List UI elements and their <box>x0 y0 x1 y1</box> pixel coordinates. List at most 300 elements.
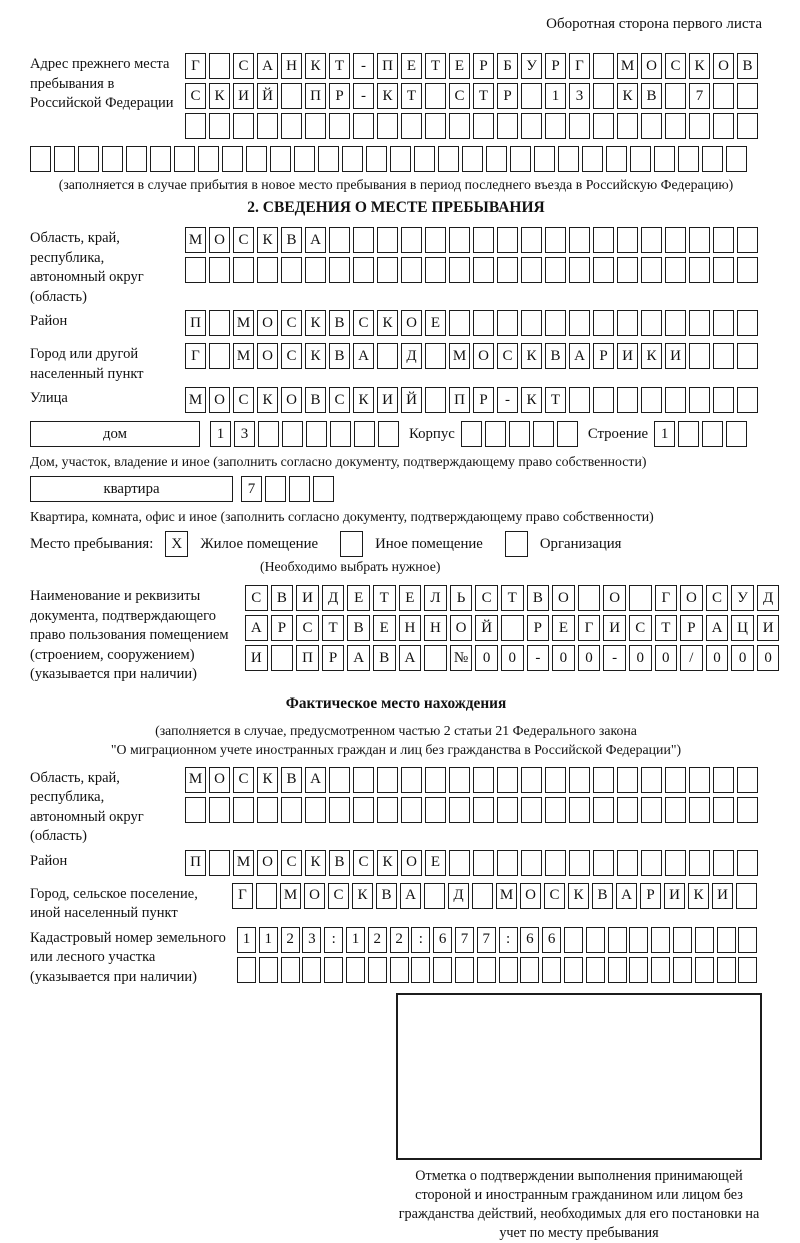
char-cell[interactable] <box>665 113 686 139</box>
char-cell[interactable] <box>545 113 566 139</box>
char-cell[interactable]: К <box>521 387 542 413</box>
char-cell[interactable] <box>545 850 566 876</box>
char-cell[interactable] <box>390 146 411 172</box>
char-cell[interactable] <box>593 113 614 139</box>
char-cell[interactable]: - <box>353 53 374 79</box>
char-cell[interactable] <box>368 957 387 983</box>
char-cell[interactable]: О <box>713 53 734 79</box>
char-cell[interactable]: : <box>411 927 430 953</box>
char-cell[interactable] <box>737 797 758 823</box>
char-cell[interactable] <box>569 257 590 283</box>
char-cell[interactable] <box>689 767 710 793</box>
char-cell[interactable]: - <box>497 387 518 413</box>
char-cell[interactable]: Й <box>257 83 278 109</box>
char-cell[interactable] <box>342 146 363 172</box>
char-cell[interactable] <box>593 797 614 823</box>
char-cell[interactable]: К <box>257 767 278 793</box>
char-cell[interactable] <box>30 146 51 172</box>
char-cell[interactable]: И <box>665 343 686 369</box>
char-cell[interactable] <box>569 797 590 823</box>
char-cell[interactable]: С <box>233 387 254 413</box>
char-cell[interactable]: О <box>401 850 422 876</box>
char-cell[interactable] <box>233 113 254 139</box>
char-cell[interactable]: М <box>449 343 470 369</box>
char-cell[interactable] <box>545 767 566 793</box>
char-cell[interactable]: К <box>352 883 373 909</box>
char-cell[interactable]: 7 <box>689 83 710 109</box>
char-cell[interactable] <box>534 146 555 172</box>
char-cell[interactable]: О <box>473 343 494 369</box>
char-cell[interactable] <box>150 146 171 172</box>
char-cell[interactable]: К <box>305 53 326 79</box>
char-cell[interactable]: Г <box>185 53 206 79</box>
char-cell[interactable] <box>237 957 256 983</box>
char-cell[interactable]: И <box>664 883 685 909</box>
char-cell[interactable] <box>449 257 470 283</box>
char-cell[interactable]: О <box>603 585 626 611</box>
char-cell[interactable]: С <box>281 310 302 336</box>
char-cell[interactable] <box>473 310 494 336</box>
char-cell[interactable] <box>737 257 758 283</box>
char-cell[interactable] <box>256 883 277 909</box>
char-cell[interactable]: Т <box>322 615 345 641</box>
char-cell[interactable] <box>521 83 542 109</box>
char-cell[interactable]: С <box>245 585 268 611</box>
char-cell[interactable]: М <box>185 227 206 253</box>
char-cell[interactable] <box>564 957 583 983</box>
char-cell[interactable] <box>569 850 590 876</box>
char-cell[interactable]: У <box>731 585 754 611</box>
char-cell[interactable]: О <box>209 767 230 793</box>
char-cell[interactable] <box>302 957 321 983</box>
char-cell[interactable]: 1 <box>259 927 278 953</box>
char-cell[interactable] <box>209 53 230 79</box>
char-cell[interactable] <box>377 113 398 139</box>
char-cell[interactable] <box>390 957 409 983</box>
char-cell[interactable] <box>702 146 723 172</box>
char-cell[interactable]: Р <box>497 83 518 109</box>
char-cell[interactable] <box>586 957 605 983</box>
char-cell[interactable]: Г <box>655 585 678 611</box>
char-cell[interactable] <box>593 83 614 109</box>
char-cell[interactable]: М <box>280 883 301 909</box>
char-cell[interactable]: В <box>373 645 396 671</box>
char-cell[interactable]: Т <box>545 387 566 413</box>
char-cell[interactable] <box>185 797 206 823</box>
char-cell[interactable]: О <box>257 343 278 369</box>
char-cell[interactable]: 2 <box>281 927 300 953</box>
char-cell[interactable] <box>510 146 531 172</box>
char-cell[interactable] <box>737 310 758 336</box>
char-cell[interactable]: А <box>616 883 637 909</box>
char-cell[interactable]: 0 <box>475 645 498 671</box>
char-cell[interactable] <box>558 146 579 172</box>
char-cell[interactable]: О <box>257 310 278 336</box>
char-cell[interactable]: С <box>233 767 254 793</box>
char-cell[interactable] <box>329 797 350 823</box>
char-cell[interactable]: 0 <box>501 645 524 671</box>
char-cell[interactable] <box>473 850 494 876</box>
char-cell[interactable]: Е <box>373 615 396 641</box>
char-cell[interactable] <box>353 767 374 793</box>
char-cell[interactable] <box>281 113 302 139</box>
char-cell[interactable]: В <box>737 53 758 79</box>
char-cell[interactable]: Е <box>552 615 575 641</box>
char-cell[interactable] <box>630 146 651 172</box>
char-cell[interactable]: Г <box>569 53 590 79</box>
char-cell[interactable] <box>329 767 350 793</box>
char-cell[interactable] <box>665 850 686 876</box>
char-cell[interactable]: 1 <box>545 83 566 109</box>
char-cell[interactable]: : <box>324 927 343 953</box>
char-cell[interactable] <box>557 421 578 447</box>
char-cell[interactable] <box>377 767 398 793</box>
char-cell[interactable] <box>289 476 310 502</box>
char-cell[interactable]: Р <box>545 53 566 79</box>
char-cell[interactable]: И <box>233 83 254 109</box>
char-cell[interactable] <box>330 421 351 447</box>
char-cell[interactable]: О <box>281 387 302 413</box>
char-cell[interactable]: - <box>603 645 626 671</box>
char-cell[interactable] <box>102 146 123 172</box>
char-cell[interactable]: К <box>305 343 326 369</box>
char-cell[interactable]: О <box>209 387 230 413</box>
char-cell[interactable] <box>472 883 493 909</box>
char-cell[interactable] <box>329 113 350 139</box>
char-cell[interactable]: Р <box>680 615 703 641</box>
char-cell[interactable] <box>425 387 446 413</box>
char-cell[interactable] <box>282 421 303 447</box>
char-cell[interactable] <box>738 927 757 953</box>
char-cell[interactable] <box>713 343 734 369</box>
char-cell[interactable]: В <box>641 83 662 109</box>
char-cell[interactable] <box>281 257 302 283</box>
char-cell[interactable]: Г <box>578 615 601 641</box>
char-cell[interactable] <box>486 146 507 172</box>
char-cell[interactable] <box>737 343 758 369</box>
char-cell[interactable] <box>542 957 561 983</box>
char-cell[interactable] <box>617 257 638 283</box>
char-cell[interactable]: К <box>689 53 710 79</box>
char-cell[interactable]: Р <box>473 53 494 79</box>
char-cell[interactable]: В <box>329 310 350 336</box>
char-cell[interactable] <box>233 797 254 823</box>
char-cell[interactable] <box>689 797 710 823</box>
char-cell[interactable] <box>126 146 147 172</box>
char-cell[interactable] <box>461 421 482 447</box>
stay-option-dwelling-checkbox[interactable]: X <box>165 531 188 557</box>
char-cell[interactable]: 2 <box>390 927 409 953</box>
char-cell[interactable] <box>497 257 518 283</box>
char-cell[interactable]: И <box>617 343 638 369</box>
char-cell[interactable] <box>545 310 566 336</box>
char-cell[interactable] <box>673 957 692 983</box>
char-cell[interactable] <box>209 797 230 823</box>
char-cell[interactable]: О <box>680 585 703 611</box>
char-cell[interactable] <box>678 421 699 447</box>
char-cell[interactable] <box>425 797 446 823</box>
char-cell[interactable]: Л <box>424 585 447 611</box>
char-cell[interactable]: 1 <box>237 927 256 953</box>
char-cell[interactable] <box>717 957 736 983</box>
char-cell[interactable]: Т <box>655 615 678 641</box>
char-cell[interactable]: И <box>377 387 398 413</box>
char-cell[interactable] <box>509 421 530 447</box>
char-cell[interactable] <box>641 850 662 876</box>
char-cell[interactable] <box>305 797 326 823</box>
char-cell[interactable] <box>521 227 542 253</box>
char-cell[interactable] <box>678 146 699 172</box>
char-cell[interactable] <box>564 927 583 953</box>
char-cell[interactable]: Д <box>401 343 422 369</box>
char-cell[interactable] <box>259 957 278 983</box>
char-cell[interactable] <box>473 113 494 139</box>
char-cell[interactable]: С <box>329 387 350 413</box>
char-cell[interactable] <box>651 927 670 953</box>
char-cell[interactable]: С <box>353 310 374 336</box>
char-cell[interactable]: Н <box>424 615 447 641</box>
char-cell[interactable] <box>665 767 686 793</box>
char-cell[interactable] <box>449 767 470 793</box>
stay-option-other-premises-checkbox[interactable] <box>340 531 363 557</box>
char-cell[interactable]: С <box>233 227 254 253</box>
char-cell[interactable]: Д <box>322 585 345 611</box>
char-cell[interactable] <box>737 850 758 876</box>
char-cell[interactable] <box>689 113 710 139</box>
char-cell[interactable] <box>689 343 710 369</box>
char-cell[interactable] <box>497 227 518 253</box>
char-cell[interactable]: С <box>544 883 565 909</box>
char-cell[interactable]: О <box>641 53 662 79</box>
char-cell[interactable] <box>462 146 483 172</box>
char-cell[interactable] <box>449 227 470 253</box>
char-cell[interactable]: Н <box>281 53 302 79</box>
char-cell[interactable] <box>294 146 315 172</box>
char-cell[interactable]: 2 <box>368 927 387 953</box>
char-cell[interactable] <box>737 83 758 109</box>
char-cell[interactable] <box>521 767 542 793</box>
char-cell[interactable]: К <box>305 310 326 336</box>
char-cell[interactable] <box>185 113 206 139</box>
char-cell[interactable]: В <box>592 883 613 909</box>
char-cell[interactable]: П <box>185 850 206 876</box>
char-cell[interactable]: М <box>233 850 254 876</box>
char-cell[interactable]: С <box>296 615 319 641</box>
char-cell[interactable]: Т <box>373 585 396 611</box>
char-cell[interactable] <box>665 227 686 253</box>
char-cell[interactable]: И <box>712 883 733 909</box>
char-cell[interactable] <box>586 927 605 953</box>
char-cell[interactable]: А <box>399 645 422 671</box>
char-cell[interactable] <box>265 476 286 502</box>
char-cell[interactable] <box>377 257 398 283</box>
char-cell[interactable] <box>606 146 627 172</box>
char-cell[interactable]: К <box>257 227 278 253</box>
char-cell[interactable]: К <box>209 83 230 109</box>
char-cell[interactable] <box>401 113 422 139</box>
char-cell[interactable]: Р <box>473 387 494 413</box>
char-cell[interactable]: С <box>281 850 302 876</box>
char-cell[interactable]: Е <box>425 850 446 876</box>
char-cell[interactable] <box>449 113 470 139</box>
char-cell[interactable]: К <box>377 310 398 336</box>
char-cell[interactable]: М <box>496 883 517 909</box>
char-cell[interactable] <box>569 310 590 336</box>
char-cell[interactable] <box>641 797 662 823</box>
char-cell[interactable] <box>209 257 230 283</box>
char-cell[interactable] <box>665 83 686 109</box>
char-cell[interactable]: Й <box>401 387 422 413</box>
char-cell[interactable] <box>593 310 614 336</box>
char-cell[interactable]: С <box>497 343 518 369</box>
char-cell[interactable]: - <box>527 645 550 671</box>
char-cell[interactable] <box>501 615 524 641</box>
char-cell[interactable]: 3 <box>234 421 255 447</box>
char-cell[interactable]: М <box>617 53 638 79</box>
char-cell[interactable]: М <box>185 387 206 413</box>
char-cell[interactable] <box>673 927 692 953</box>
char-cell[interactable] <box>318 146 339 172</box>
char-cell[interactable]: : <box>499 927 518 953</box>
char-cell[interactable]: Ь <box>450 585 473 611</box>
char-cell[interactable] <box>593 53 614 79</box>
char-cell[interactable] <box>449 850 470 876</box>
char-cell[interactable]: 0 <box>629 645 652 671</box>
char-cell[interactable] <box>593 767 614 793</box>
char-cell[interactable]: Б <box>497 53 518 79</box>
char-cell[interactable] <box>533 421 554 447</box>
char-cell[interactable] <box>353 227 374 253</box>
char-cell[interactable] <box>593 227 614 253</box>
char-cell[interactable]: П <box>449 387 470 413</box>
char-cell[interactable]: О <box>304 883 325 909</box>
char-cell[interactable]: М <box>233 343 254 369</box>
char-cell[interactable]: М <box>185 767 206 793</box>
char-cell[interactable]: К <box>305 850 326 876</box>
char-cell[interactable] <box>473 797 494 823</box>
char-cell[interactable] <box>473 257 494 283</box>
char-cell[interactable] <box>477 957 496 983</box>
char-cell[interactable]: А <box>347 645 370 671</box>
char-cell[interactable] <box>425 767 446 793</box>
char-cell[interactable]: П <box>305 83 326 109</box>
char-cell[interactable] <box>569 387 590 413</box>
char-cell[interactable] <box>257 797 278 823</box>
char-cell[interactable]: И <box>296 585 319 611</box>
char-cell[interactable] <box>713 227 734 253</box>
char-cell[interactable]: С <box>233 53 254 79</box>
char-cell[interactable] <box>425 113 446 139</box>
char-cell[interactable] <box>641 227 662 253</box>
char-cell[interactable] <box>353 797 374 823</box>
char-cell[interactable]: Р <box>640 883 661 909</box>
char-cell[interactable] <box>578 585 601 611</box>
char-cell[interactable] <box>738 957 757 983</box>
char-cell[interactable] <box>713 850 734 876</box>
char-cell[interactable] <box>521 113 542 139</box>
char-cell[interactable]: Р <box>329 83 350 109</box>
char-cell[interactable] <box>401 227 422 253</box>
char-cell[interactable] <box>629 957 648 983</box>
char-cell[interactable] <box>281 797 302 823</box>
char-cell[interactable] <box>473 227 494 253</box>
char-cell[interactable] <box>641 310 662 336</box>
char-cell[interactable]: В <box>281 227 302 253</box>
char-cell[interactable] <box>258 421 279 447</box>
char-cell[interactable] <box>473 767 494 793</box>
char-cell[interactable] <box>497 767 518 793</box>
char-cell[interactable]: Е <box>347 585 370 611</box>
char-cell[interactable] <box>306 421 327 447</box>
char-cell[interactable]: 7 <box>455 927 474 953</box>
char-cell[interactable] <box>497 850 518 876</box>
char-cell[interactable]: Г <box>185 343 206 369</box>
char-cell[interactable] <box>346 957 365 983</box>
char-cell[interactable]: А <box>400 883 421 909</box>
char-cell[interactable] <box>411 957 430 983</box>
char-cell[interactable] <box>222 146 243 172</box>
char-cell[interactable] <box>401 797 422 823</box>
char-cell[interactable] <box>449 310 470 336</box>
char-cell[interactable] <box>713 387 734 413</box>
char-cell[interactable] <box>438 146 459 172</box>
char-cell[interactable] <box>305 113 326 139</box>
char-cell[interactable] <box>641 767 662 793</box>
char-cell[interactable]: В <box>545 343 566 369</box>
char-cell[interactable] <box>209 850 230 876</box>
char-cell[interactable]: Н <box>399 615 422 641</box>
char-cell[interactable]: А <box>245 615 268 641</box>
char-cell[interactable]: К <box>257 387 278 413</box>
char-cell[interactable] <box>726 146 747 172</box>
char-cell[interactable] <box>545 227 566 253</box>
char-cell[interactable]: 0 <box>731 645 754 671</box>
char-cell[interactable]: Р <box>527 615 550 641</box>
char-cell[interactable] <box>593 257 614 283</box>
char-cell[interactable]: М <box>233 310 254 336</box>
char-cell[interactable]: О <box>552 585 575 611</box>
char-cell[interactable]: 0 <box>552 645 575 671</box>
char-cell[interactable] <box>665 387 686 413</box>
char-cell[interactable] <box>737 767 758 793</box>
char-cell[interactable]: К <box>521 343 542 369</box>
char-cell[interactable]: П <box>185 310 206 336</box>
char-cell[interactable] <box>425 343 446 369</box>
char-cell[interactable] <box>689 310 710 336</box>
char-cell[interactable] <box>521 310 542 336</box>
char-cell[interactable]: 0 <box>757 645 780 671</box>
char-cell[interactable] <box>425 83 446 109</box>
char-cell[interactable]: О <box>520 883 541 909</box>
stay-option-organization-checkbox[interactable] <box>505 531 528 557</box>
char-cell[interactable] <box>582 146 603 172</box>
char-cell[interactable]: Г <box>232 883 253 909</box>
char-cell[interactable] <box>608 957 627 983</box>
char-cell[interactable]: А <box>706 615 729 641</box>
char-cell[interactable] <box>174 146 195 172</box>
char-cell[interactable] <box>366 146 387 172</box>
char-cell[interactable] <box>455 957 474 983</box>
char-cell[interactable]: С <box>328 883 349 909</box>
char-cell[interactable]: С <box>665 53 686 79</box>
char-cell[interactable]: К <box>641 343 662 369</box>
char-cell[interactable] <box>736 883 757 909</box>
char-cell[interactable]: А <box>305 767 326 793</box>
char-cell[interactable]: Т <box>401 83 422 109</box>
char-cell[interactable]: 6 <box>542 927 561 953</box>
char-cell[interactable] <box>497 113 518 139</box>
char-cell[interactable]: Й <box>475 615 498 641</box>
